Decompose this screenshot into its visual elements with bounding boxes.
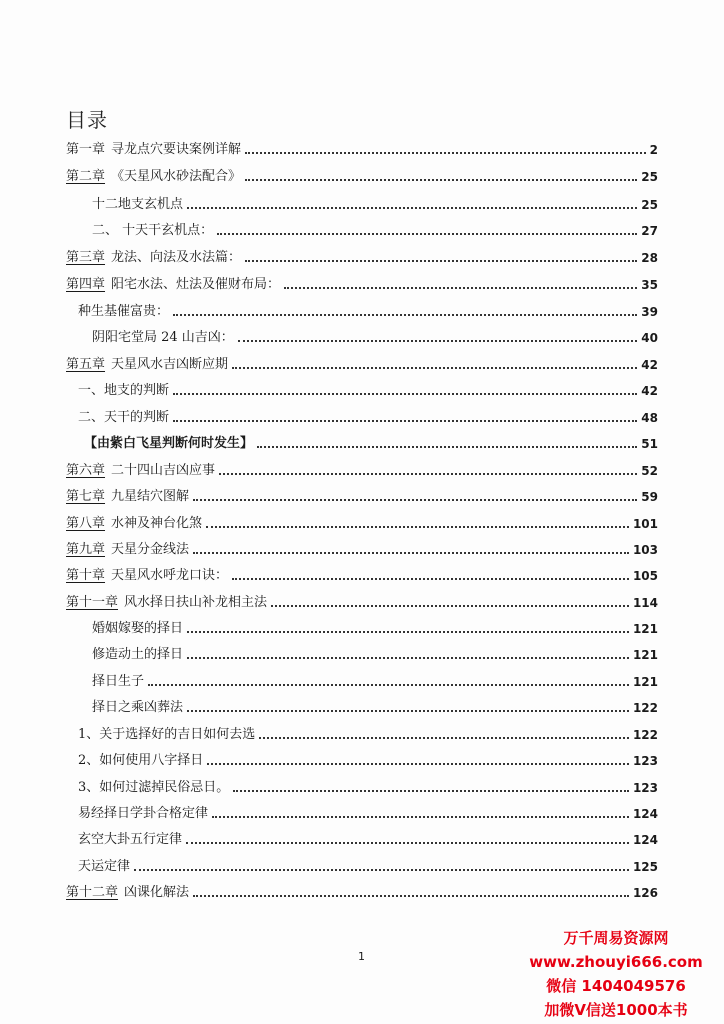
dot-leader — [284, 287, 637, 289]
entry-title: 择日之乘凶葬法 — [92, 700, 184, 715]
toc-entry[interactable] — [66, 140, 658, 158]
dot-leader — [193, 552, 629, 554]
entry-title: 3、如何过滤掉民俗忌日。 — [78, 780, 230, 795]
entry-title: 婚姻嫁娶的择日 — [92, 621, 184, 636]
dot-leader — [193, 895, 629, 897]
toc-entry[interactable] — [92, 221, 658, 239]
entry-title: 2、如何使用八字择日 — [78, 753, 204, 768]
entry-title: 种生基催富贵： — [78, 304, 170, 319]
entry-title: 择日生子 — [92, 674, 145, 689]
entry-page-number: 124 — [632, 833, 658, 847]
entry-page-number: 122 — [632, 701, 658, 715]
entry-page-number: 122 — [632, 728, 658, 742]
entry-title: 二十四山吉凶应事 — [111, 463, 216, 478]
entry-page-number: 2 — [649, 143, 658, 157]
dot-leader — [187, 657, 629, 659]
entry-title: 阳宅水法、灶法及催财布局： — [111, 277, 281, 292]
dot-leader — [219, 473, 637, 475]
chapter-number: 第十二章 — [66, 885, 119, 900]
toc-entry[interactable] — [78, 830, 658, 848]
entry-page-number: 124 — [632, 807, 658, 821]
entry-title: 天星风水吉凶断应期 — [111, 357, 229, 372]
entry-page-number: 126 — [632, 886, 658, 900]
dot-leader — [232, 367, 637, 369]
dot-leader — [206, 526, 629, 528]
toc-entry[interactable] — [78, 408, 658, 426]
entry-page-number: 125 — [632, 860, 658, 874]
dot-leader — [259, 737, 629, 739]
dot-leader — [245, 179, 637, 181]
dot-leader — [148, 684, 629, 686]
toc-entry[interactable] — [84, 434, 658, 452]
entry-page-number: 59 — [641, 490, 658, 504]
entry-title: 【由紫白飞星判断何时发生】 — [84, 436, 254, 451]
dot-leader — [257, 446, 637, 448]
entry-page-number: 27 — [641, 224, 658, 238]
chapter-number: 第五章 — [66, 357, 106, 372]
entry-page-number: 25 — [641, 198, 658, 212]
toc-entry[interactable] — [78, 381, 658, 399]
entry-title: 天星分金线法 — [111, 542, 190, 557]
chapter-number: 第六章 — [66, 463, 106, 478]
toc-entry[interactable] — [78, 804, 658, 822]
toc-entry[interactable] — [92, 698, 658, 716]
entry-page-number: 39 — [641, 305, 658, 319]
entry-page-number: 103 — [632, 543, 658, 557]
entry-title: 十二地支玄机点 — [92, 197, 184, 212]
dot-leader — [187, 631, 629, 633]
entry-page-number: 121 — [632, 648, 658, 662]
entry-title: 天运定律 — [78, 859, 131, 874]
chapter-number: 第十一章 — [66, 595, 119, 610]
toc-entry[interactable] — [92, 195, 658, 213]
footer-page-number: 1 — [358, 950, 365, 963]
dot-leader — [271, 605, 629, 607]
dot-leader — [134, 869, 629, 871]
entry-page-number: 42 — [641, 358, 658, 372]
entry-page-number: 48 — [641, 411, 658, 425]
dot-leader — [233, 790, 629, 792]
entry-title: 1、关于选择好的吉日如何去选 — [78, 727, 256, 742]
entry-title: 易经择日学卦合格定律 — [78, 806, 209, 821]
watermark-line-offer: 加微V信送1000本书 — [544, 1001, 688, 1019]
toc-entry[interactable] — [66, 883, 658, 901]
entry-page-number: 35 — [641, 278, 658, 292]
toc-entry[interactable] — [66, 514, 658, 532]
toc-entry[interactable] — [92, 619, 658, 637]
toc-entry[interactable] — [92, 645, 658, 663]
entry-title: 一、地支的判断 — [78, 383, 170, 398]
entry-page-number: 123 — [632, 754, 658, 768]
entry-page-number: 40 — [641, 331, 658, 345]
toc-entry[interactable] — [66, 248, 658, 266]
dot-leader — [245, 152, 646, 154]
toc-entry[interactable] — [78, 725, 658, 743]
dot-leader — [187, 207, 637, 209]
dot-leader — [232, 578, 629, 580]
entry-page-number: 101 — [632, 517, 658, 531]
entry-title: 风水择日扶山补龙相主法 — [124, 595, 268, 610]
entry-page-number: 51 — [641, 437, 658, 451]
entry-page-number: 105 — [632, 569, 658, 583]
toc-entry[interactable] — [66, 461, 658, 479]
toc-entry[interactable] — [92, 328, 658, 346]
toc-entry[interactable] — [78, 302, 658, 320]
entry-title: 寻龙点穴要诀案例详解 — [111, 142, 242, 157]
toc-entry[interactable] — [78, 751, 658, 769]
toc-entry[interactable] — [66, 167, 658, 185]
chapter-number: 第二章 — [66, 169, 106, 184]
entry-title: 九星结穴图解 — [111, 489, 190, 504]
dot-leader — [245, 260, 637, 262]
watermark-line-url: www.zhouyi666.com — [529, 953, 703, 971]
entry-title: 凶课化解法 — [124, 885, 190, 900]
toc-entry[interactable] — [66, 487, 658, 505]
toc-entry[interactable] — [66, 540, 658, 558]
entry-title: 《天星风水砂法配合》 — [111, 169, 242, 184]
chapter-number: 第四章 — [66, 277, 106, 292]
entry-page-number: 114 — [632, 596, 658, 610]
entry-title: 二、 十天干玄机点： — [92, 223, 214, 238]
entry-title: 阴阳宅堂局 24 山吉凶： — [92, 330, 234, 345]
dot-leader — [193, 499, 637, 501]
entry-title: 龙法、向法及水法篇： — [111, 250, 242, 265]
entry-title: 天星风水呼龙口诀： — [111, 568, 229, 583]
chapter-number: 第九章 — [66, 542, 106, 557]
entry-page-number: 25 — [641, 170, 658, 184]
toc-entry[interactable] — [78, 857, 658, 875]
chapter-number: 第八章 — [66, 516, 106, 531]
watermark-line-wechat: 微信 1404049576 — [546, 977, 686, 995]
dot-leader — [173, 420, 637, 422]
dot-leader — [238, 340, 637, 342]
toc-entry[interactable] — [66, 275, 658, 293]
entry-page-number: 42 — [641, 384, 658, 398]
dot-leader — [173, 314, 637, 316]
dot-leader — [207, 763, 629, 765]
entry-title: 二、天干的判断 — [78, 410, 170, 425]
entry-title: 水神及神台化煞 — [111, 516, 203, 531]
entry-page-number: 52 — [641, 464, 658, 478]
entry-title: 修造动土的择日 — [92, 647, 184, 662]
toc-entry[interactable] — [66, 566, 658, 584]
chapter-number: 第七章 — [66, 489, 106, 504]
entry-title: 玄空大卦五行定律 — [78, 832, 183, 847]
toc-entry[interactable] — [66, 593, 658, 611]
dot-leader — [173, 393, 637, 395]
entry-page-number: 28 — [641, 251, 658, 265]
chapter-number: 第三章 — [66, 250, 106, 265]
chapter-number: 第一章 — [66, 142, 106, 157]
entry-page-number: 121 — [632, 675, 658, 689]
toc-title: 目录 — [66, 108, 108, 132]
toc-entry[interactable] — [92, 672, 658, 690]
watermark — [516, 926, 716, 1022]
dot-leader — [217, 233, 637, 235]
chapter-number: 第十章 — [66, 568, 106, 583]
toc-entry[interactable] — [66, 355, 658, 373]
dot-leader — [186, 842, 629, 844]
watermark-line-site-name: 万千周易资源网 — [563, 929, 669, 947]
entry-page-number: 121 — [632, 622, 658, 636]
dot-leader — [212, 816, 629, 818]
entry-page-number: 123 — [632, 781, 658, 795]
dot-leader — [187, 710, 629, 712]
toc-entry[interactable] — [78, 778, 658, 796]
